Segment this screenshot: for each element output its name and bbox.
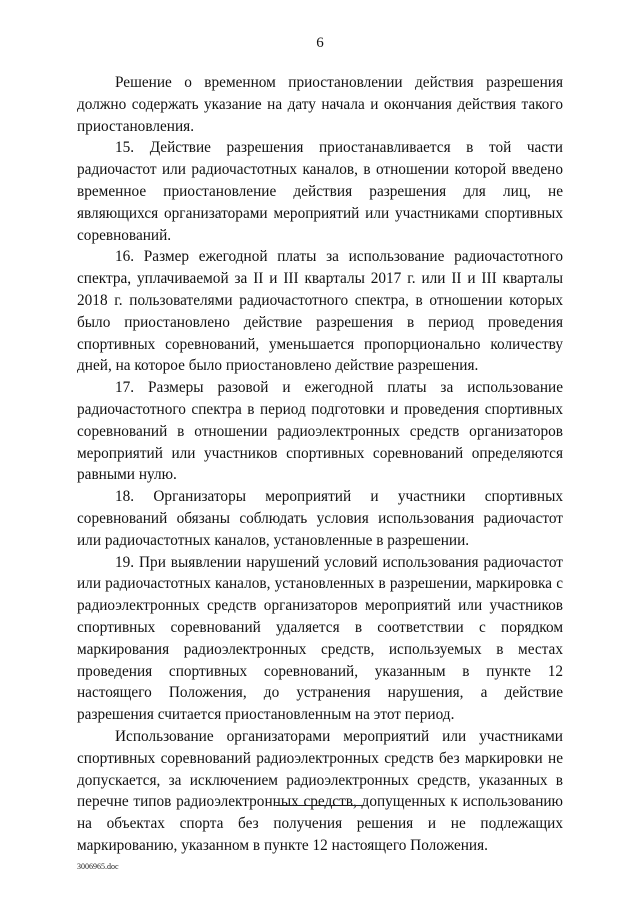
paragraph-16: 16. Размер ежегодной платы за использование радиочастотного спектра, уплачиваемой за II и III кварталы 2017 г. или II и III кварталы 2018 г. пользователями радиочастотного спектра, в отношении которых было приостановлено действие разрешения в период проведения спортивных соревнований, уменьшается пропорционально количеству дней, на которое было приостановлено действие разрешения.: [77, 248, 563, 375]
document-body: [77, 72, 563, 857]
paragraph-15: 15. Действие разрешения приостанавливается в той части радиочастот или радиочастотных каналов, в отношении которой введено временное приостановление действия разрешения для лиц, не являющихся организаторами мероприятий или участниками спортивных соревнований.: [77, 139, 563, 244]
paragraph-18: 18. Организаторы мероприятий и участники спортивных соревнований обязаны соблюдать условия использования радиочастот или радиочастотных каналов, установленные в разрешении.: [77, 488, 563, 549]
paragraph-19: 19. При выявлении нарушений условий использования радиочастот или радиочастотных каналов, установленных в разрешении, маркировка с радиоэлектронных средств организаторов мероприятий или участников спортивных соревнований удаляется в соответствии с порядком маркирования радиоэлектронных средств, используемых в местах проведения спортивных соревнований, указанным в пункте 12 настоящего Положения, до устранения нарушения, а действие разрешения считается приостановленным на этот период.: [77, 553, 563, 724]
footer-file-name: 3006965.doc: [77, 862, 119, 871]
paragraph-suspension-decision: Решение о временном приостановлении действия разрешения должно содержать указание на дату начала и окончания действия такого приостановления.: [77, 74, 563, 135]
page-number: 6: [316, 35, 324, 51]
end-divider: [276, 805, 363, 806]
paragraph-17: 17. Размеры разовой и ежегодной платы за использование радиочастотного спектра в период подготовки и проведения спортивных соревнований в отношении радиоэлектронных средств организаторов мероприятий или участников спортивных соревнований определяются равными нулю.: [77, 379, 563, 484]
paragraph-unmarked-use: Использование организаторами мероприятий или участниками спортивных соревнований радиоэлектронных средств без маркировки не допускается, за исключением радиоэлектронных средств, указанных в перечне типов радиоэлектронных средств, допущенных к использованию на объектах спорта без получения решения и не подлежащих маркированию, указанном в пункте 12 настоящего Положения.: [77, 727, 563, 854]
